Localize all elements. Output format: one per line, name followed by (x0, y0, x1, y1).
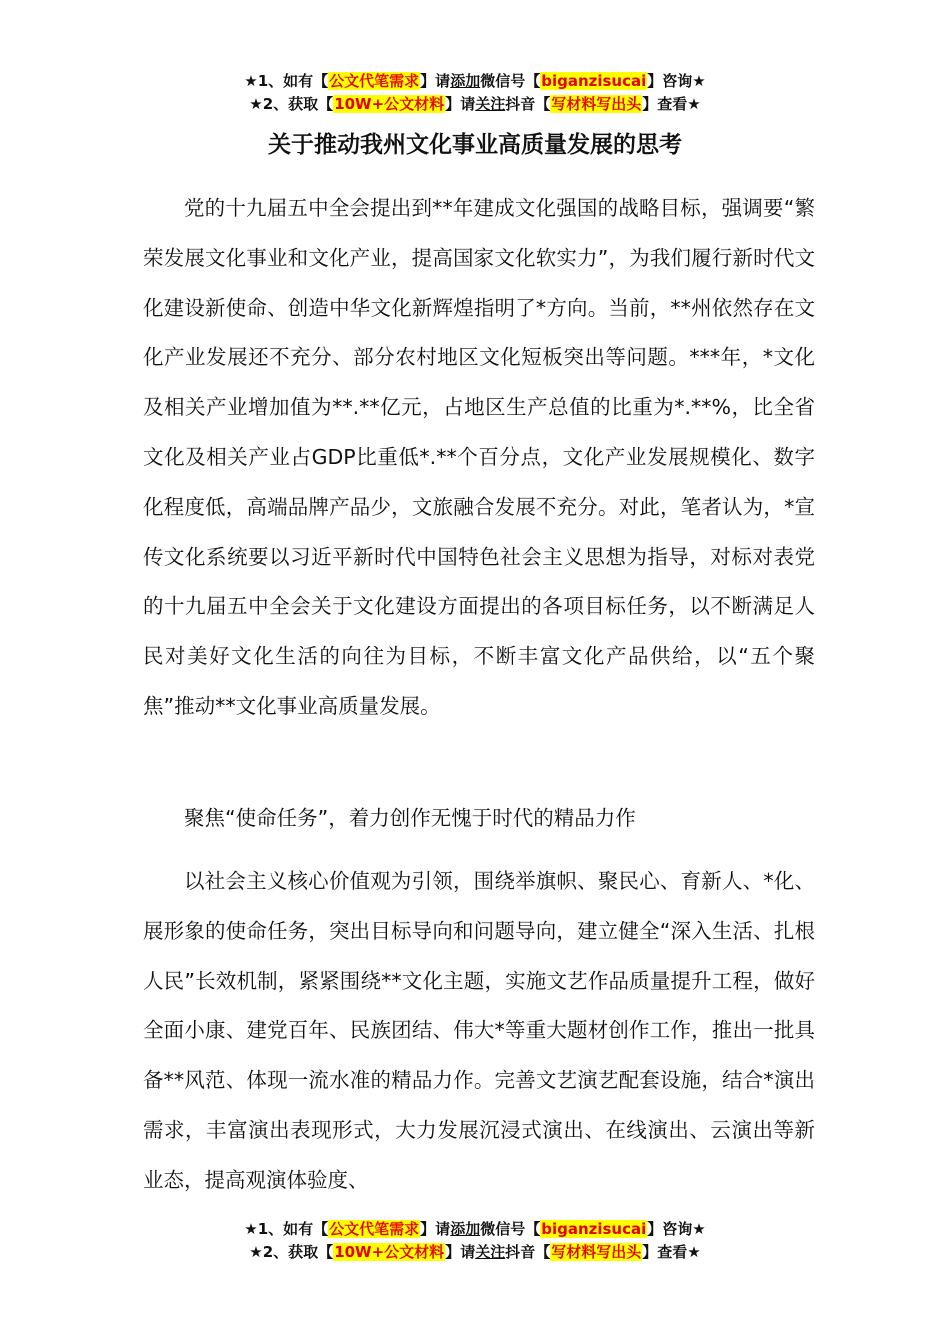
footer-banner (0, 1218, 950, 1264)
banner-line-1-mid: 】请 (420, 1220, 451, 1238)
banner-line-1-mid-2: 微信号【 (480, 72, 541, 90)
paragraph-text: 党的十九届五中全会提出到**年建成文化强国的战略目标，强调要“繁荣发展文化事业和文化产业，提高国家文化软实力”，为我们履行新时代文化建设新使命、创造中华文化新辉煌指明了*方向。当前，**州依然存在文化产业发展还不充分、部分农村地区文化短板突出等问题。***年，*文化及相关产业增加值为**.**亿元，占地区生产总值的比重为*.**%，比全省文化及相关产业占GDP比重低*.**个百分点，文化产业发展规模化、数字化程度低，高端品牌产品少，文旅融合发展不充分。对此，笔者认为，*宣传文化系统要以习近平新时代中国特色社会主义思想为指导，对标对表党的十九届五中全会关于文化建设方面提出的各项目标任务，以不断满足人民对美好文化生活的向往为目标，不断丰富文化产品供给，以“五个聚焦”推动**文化事业高质量发展。 (143, 196, 815, 718)
document-title: 关于推动我州文化事业高质量发展的思考 (268, 132, 682, 158)
banner-line-1-mid-2: 微信号【 (480, 1220, 541, 1238)
banner-line-2-underlined: 关注 (475, 1243, 506, 1261)
banner-line-2 (0, 93, 950, 116)
banner-line-2-highlight-materials: 10W+公文材料 (334, 95, 445, 113)
banner-line-2-suffix: 】查看★ (642, 1243, 701, 1261)
banner-line-1-underlined: 添加 (450, 1220, 481, 1238)
section-heading-1 (143, 794, 815, 844)
banner-line-2-underlined: 关注 (475, 95, 506, 113)
banner-line-1-prefix: ★1、如有【 (244, 1220, 329, 1238)
banner-line-1-mid: 】请 (420, 72, 451, 90)
banner-line-2-highlight-douyin: 写材料写出头 (551, 95, 642, 113)
banner-line-1-suffix: 】咨询★ (647, 72, 706, 90)
banner-line-2-mid-2: 抖音【 (505, 1243, 551, 1261)
banner-line-2-mid-2: 抖音【 (505, 95, 551, 113)
banner-line-2-highlight-douyin: 写材料写出头 (551, 1243, 642, 1261)
banner-line-1-highlight-service: 公文代笔需求 (329, 72, 420, 90)
banner-line-1-underlined: 添加 (450, 72, 481, 90)
banner-line-1-suffix: 】咨询★ (647, 1220, 706, 1238)
banner-line-1 (0, 1218, 950, 1241)
banner-line-1-highlight-service: 公文代笔需求 (329, 1220, 420, 1238)
banner-line-2-highlight-materials: 10W+公文材料 (334, 1243, 445, 1261)
banner-line-1-highlight-wechat: biganzisucai (541, 72, 647, 90)
banner-line-2 (0, 1241, 950, 1264)
banner-line-2-prefix: ★2、获取【 (249, 1243, 334, 1261)
banner-line-2-mid: 】请 (445, 1243, 476, 1261)
banner-line-1-prefix: ★1、如有【 (244, 72, 329, 90)
banner-line-1 (0, 70, 950, 93)
paragraph-text: 以社会主义核心价值观为引领，围绕举旗帜、聚民心、育新人、*化、展形象的使命任务，突出目标导向和问题导向，建立健全“深入生活、扎根人民”长效机制，紧紧围绕**文化主题，实施文艺作品质量提升工程，做好全面小康、建党百年、民族团结、伟大*等重大题材创作工作，推出一批具备**风范、体现一流水准的精品力作。完善文艺演艺配套设施，结合*演出需求，丰富演出表现形式，大力发展沉浸式演出、在线演出、云演出等新业态，提高观演体验度、 (143, 869, 815, 1192)
banner-line-2-suffix: 】查看★ (642, 95, 701, 113)
banner-line-1-highlight-wechat: biganzisucai (541, 1220, 647, 1238)
body-paragraph-1 (143, 184, 815, 732)
header-banner (0, 70, 950, 116)
body-paragraph-2 (143, 857, 815, 1206)
banner-line-2-mid: 】请 (445, 95, 476, 113)
section-heading-text: 聚焦“使命任务”，着力创作无愧于时代的精品力作 (184, 806, 636, 830)
banner-line-2-prefix: ★2、获取【 (249, 95, 334, 113)
